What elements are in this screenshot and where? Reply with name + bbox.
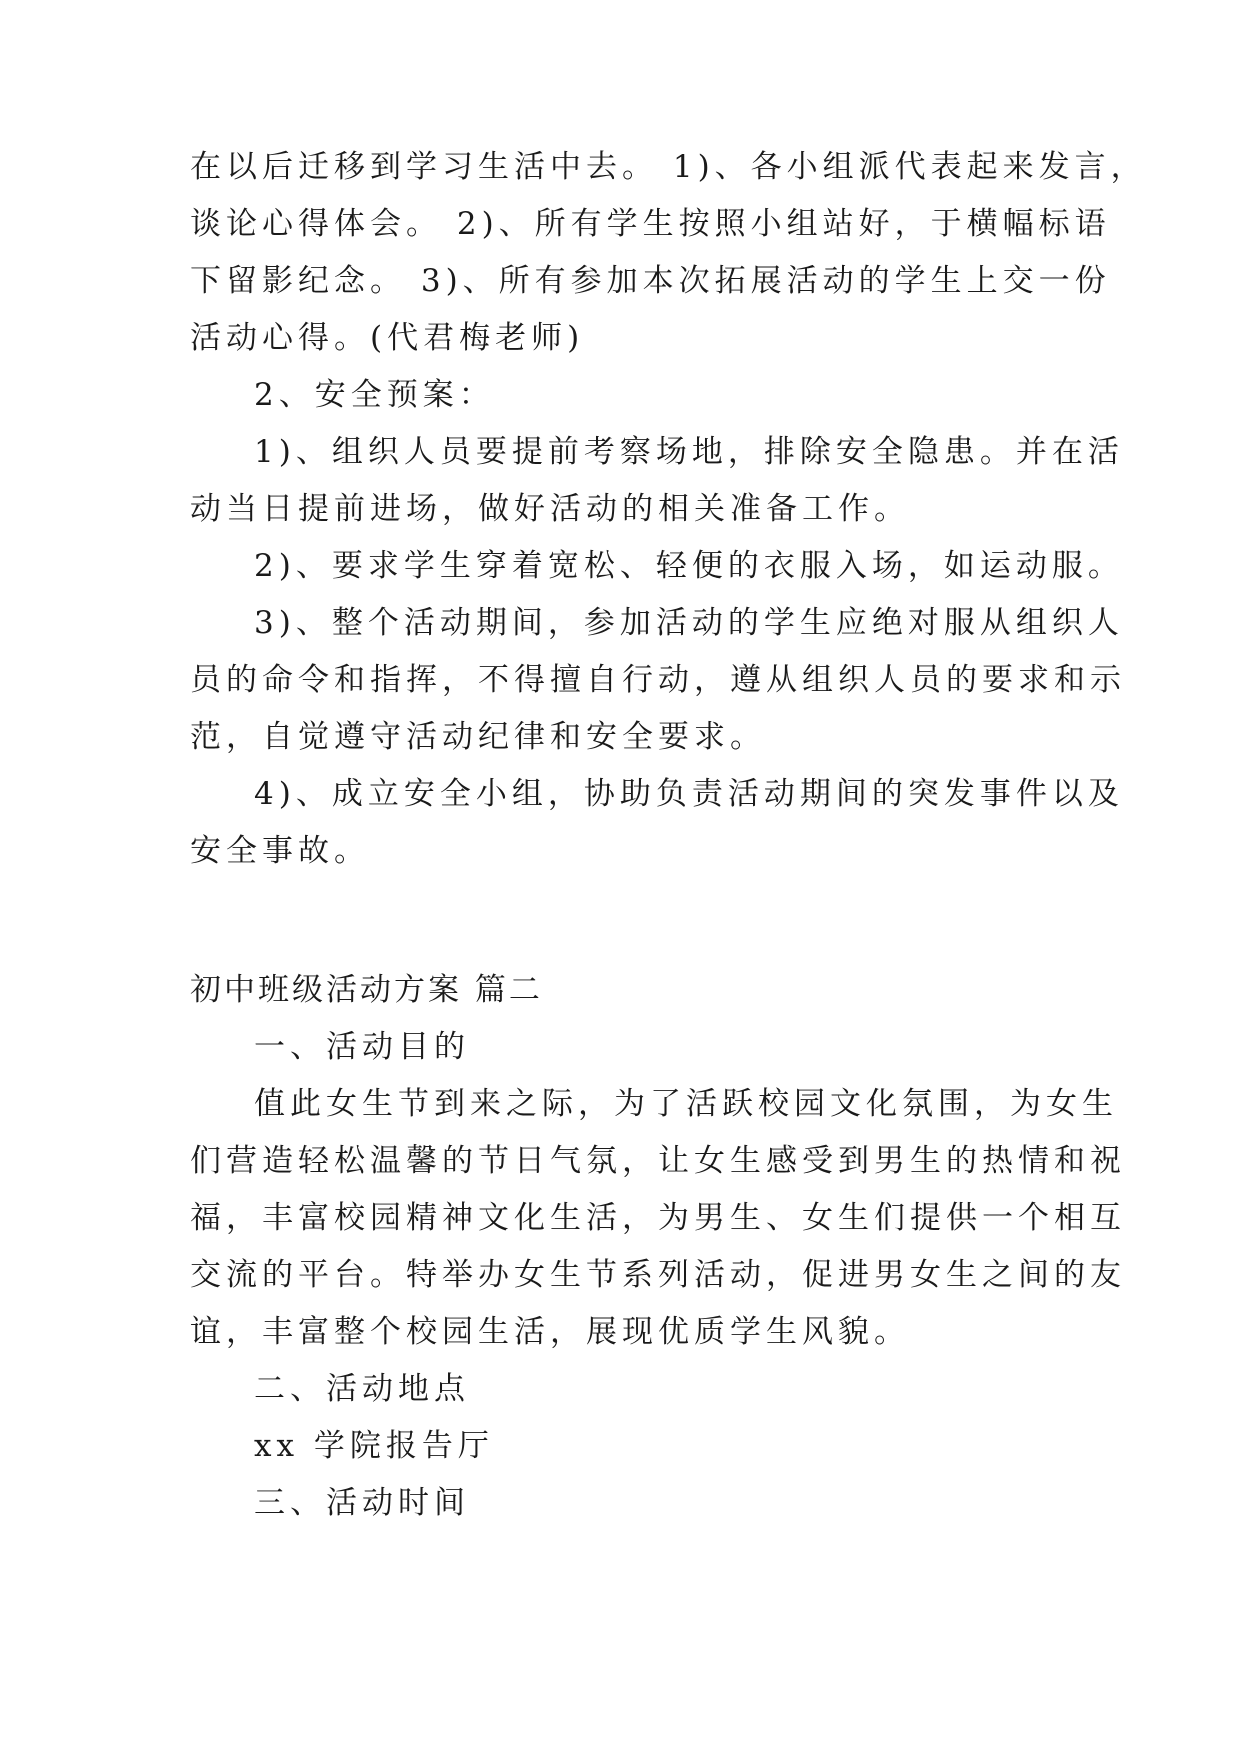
- time-heading: 三、活动时间: [254, 1485, 470, 1521]
- body-line: 下留影纪念。 3)、所有参加本次拓展活动的学生上交一份: [190, 263, 1111, 299]
- safety-item-4-line: 4)、成立安全小组，协助负责活动期间的突发事件以及: [254, 776, 1124, 812]
- body-line: 在以后迁移到学习生活中去。 1)、各小组派代表起来发言，: [190, 149, 1147, 185]
- purpose-line: 福，丰富校园精神文化生活，为男生、女生们提供一个相互: [190, 1200, 1126, 1236]
- location-heading: 二、活动地点: [254, 1371, 470, 1407]
- safety-item-1-line: 1)、组织人员要提前考察场地，排除安全隐患。并在活: [254, 434, 1124, 470]
- safety-item-2-line: 2)、要求学生穿着宽松、轻便的衣服入场，如运动服。: [254, 548, 1124, 584]
- section1-body: [190, 139, 1147, 880]
- section2-body: [190, 1019, 1126, 1532]
- location-text: xx 学院报告厅: [254, 1428, 494, 1464]
- purpose-line: 谊，丰富整个校园生活，展现优质学生风貌。: [190, 1314, 910, 1350]
- purpose-line: 们营造轻松温馨的节日气氛，让女生感受到男生的热情和祝: [190, 1143, 1126, 1179]
- purpose-line: 交流的平台。特举办女生节系列活动，促进男女生之间的友: [190, 1257, 1126, 1293]
- section-title: 初中班级活动方案 篇二: [190, 972, 543, 1008]
- purpose-heading: 一、活动目的: [254, 1029, 470, 1065]
- safety-item-4-line: 安全事故。: [190, 833, 370, 869]
- safety-item-3-line: 员的命令和指挥，不得擅自行动，遵从组织人员的要求和示: [190, 662, 1126, 698]
- purpose-line: 值此女生节到来之际，为了活跃校园文化氛围，为女生: [254, 1086, 1118, 1122]
- safety-item-1-line: 动当日提前进场，做好活动的相关准备工作。: [190, 491, 910, 527]
- safety-heading: 2、安全预案：: [254, 377, 495, 413]
- body-line: 活动心得。(代君梅老师): [190, 320, 585, 356]
- safety-item-3-line: 3)、整个活动期间，参加活动的学生应绝对服从组织人: [254, 605, 1124, 641]
- body-line: 谈论心得体会。 2)、所有学生按照小组站好，于横幅标语: [190, 206, 1111, 242]
- safety-item-3-line: 范，自觉遵守活动纪律和安全要求。: [190, 719, 766, 755]
